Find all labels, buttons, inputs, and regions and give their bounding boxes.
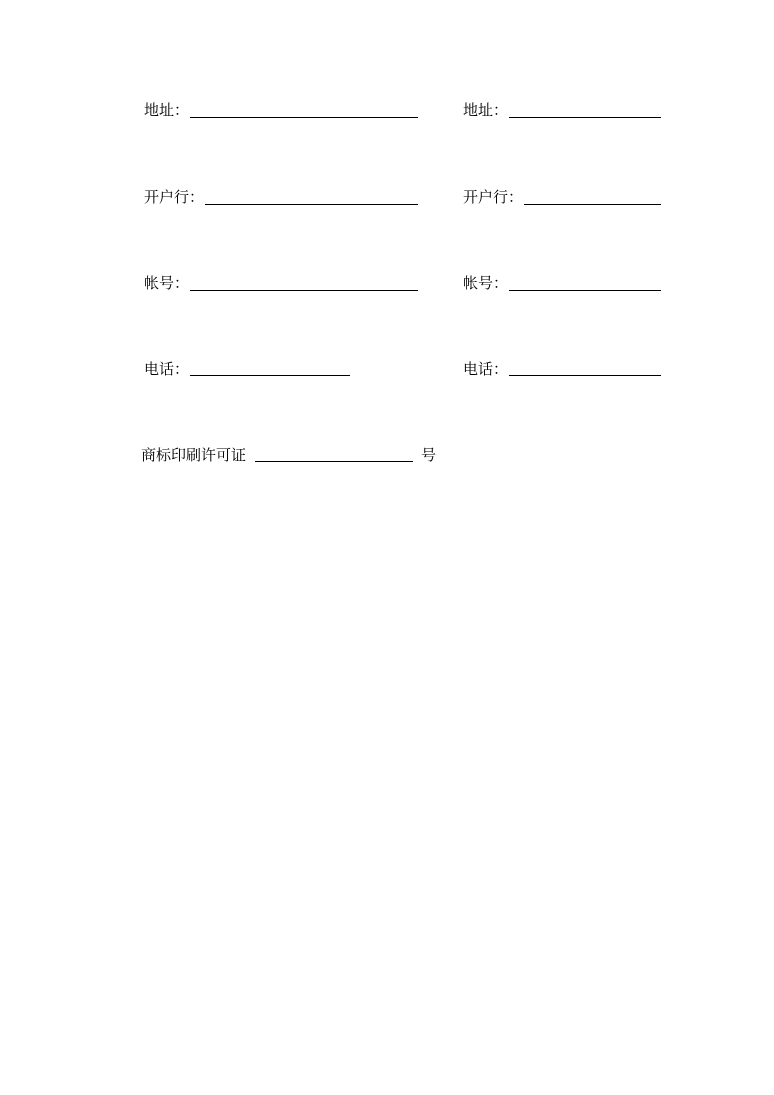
right-bank-label: 开户行：: [463, 188, 524, 206]
left-bank-field[interactable]: [205, 204, 418, 205]
license-suffix: 号: [421, 446, 437, 464]
right-address-label: 地址：: [463, 101, 509, 119]
right-account-label: 帐号：: [463, 274, 509, 292]
left-address-field[interactable]: [190, 117, 418, 118]
right-phone-label: 电话：: [463, 360, 509, 378]
left-account-label: 帐号：: [144, 274, 190, 292]
left-account-field[interactable]: [190, 290, 418, 291]
left-bank-label: 开户行：: [144, 188, 205, 206]
right-bank-field[interactable]: [524, 204, 661, 205]
right-account-field[interactable]: [509, 290, 661, 291]
left-address-label: 地址：: [144, 101, 190, 119]
license-label: 商标印刷许可证: [141, 446, 247, 464]
left-phone-label: 电话：: [144, 360, 190, 378]
right-phone-field[interactable]: [509, 375, 661, 376]
left-phone-field[interactable]: [190, 375, 350, 376]
license-number-field[interactable]: [255, 461, 413, 462]
right-address-field[interactable]: [509, 117, 661, 118]
